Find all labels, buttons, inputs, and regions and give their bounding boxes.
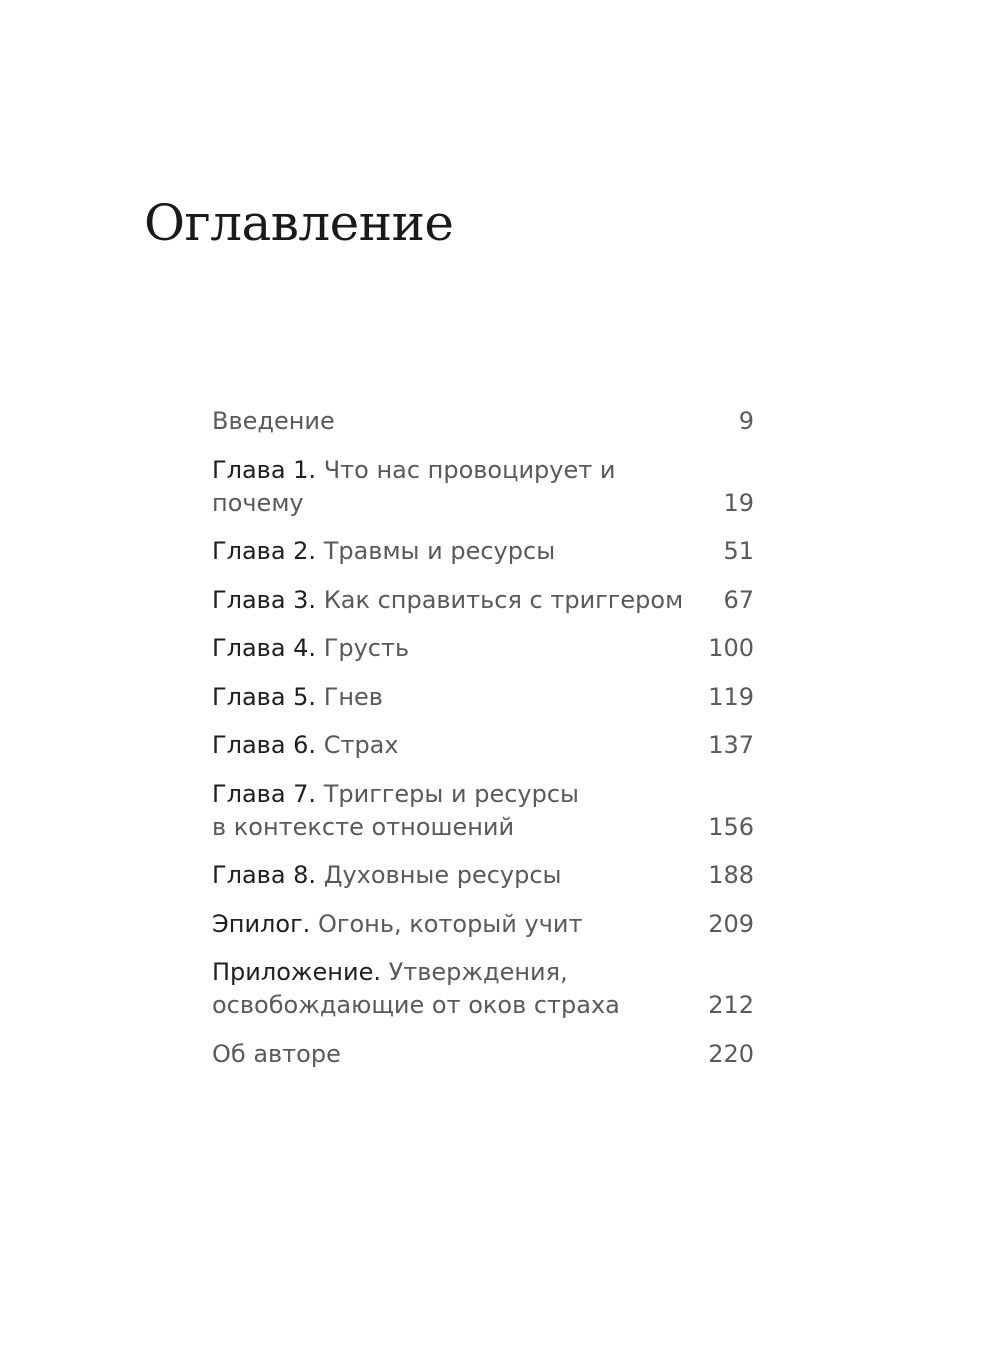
toc-page-number: 9	[738, 407, 754, 435]
toc-entry-text	[212, 405, 739, 438]
toc-entry-title: Страх	[323, 731, 399, 759]
toc-entry-prefix: Глава 1.	[212, 455, 317, 484]
toc-entry-text	[212, 908, 708, 941]
toc-entry-prefix: Глава 8.	[212, 861, 317, 889]
toc-entry-line	[212, 778, 688, 811]
toc-entry	[212, 454, 754, 520]
toc-entry	[212, 584, 754, 617]
toc-entry-text	[212, 584, 723, 617]
toc-entry-prefix: Глава 4.	[212, 634, 317, 662]
toc-entry-line	[212, 584, 703, 617]
toc-entry-text	[212, 1038, 708, 1071]
toc-entry	[212, 681, 754, 714]
toc-page-number: 19	[723, 488, 754, 517]
toc-entry-prefix: Глава 2.	[212, 537, 317, 565]
toc-page-number: 156	[708, 812, 754, 841]
toc-entry-title: в контексте отношений	[212, 812, 515, 841]
toc-entry-prefix: Глава 5.	[212, 682, 317, 711]
toc-entry	[212, 908, 754, 941]
toc-page-number: 119	[708, 682, 754, 711]
toc-page-number: 100	[708, 634, 754, 662]
toc-entry-title: Что нас провоцирует и почему	[212, 455, 616, 517]
toc-entry-line	[212, 632, 688, 665]
toc-entry	[212, 632, 754, 665]
toc-entry-line	[212, 1038, 688, 1071]
toc-entry	[212, 405, 754, 438]
toc-entry-text	[212, 729, 708, 762]
toc-page-number: 209	[708, 909, 754, 938]
toc-entry-prefix: Глава 3.	[212, 585, 317, 614]
toc-page-number: 212	[708, 991, 754, 1019]
toc-entry-line	[212, 405, 719, 438]
toc-entry-line	[212, 956, 688, 989]
toc-entry	[212, 859, 754, 892]
toc-entry-text	[212, 535, 723, 568]
toc-entry	[212, 535, 754, 568]
toc-entry-line	[212, 535, 703, 568]
toc-page-number: 51	[723, 537, 754, 565]
toc-entry-line	[212, 989, 688, 1022]
toc-entry-title: Как справиться с триггером	[323, 585, 684, 614]
toc-entry-title: Введение	[212, 407, 335, 435]
table-of-contents	[212, 405, 754, 1086]
toc-entry-title: Утверждения,	[388, 958, 568, 986]
toc-entry-line	[212, 811, 688, 844]
toc-entry-title: Триггеры и ресурсы	[323, 779, 579, 808]
toc-page-number: 137	[708, 731, 754, 759]
toc-entry-text	[212, 956, 708, 1022]
toc-entry-title: Духовные ресурсы	[323, 861, 562, 889]
toc-entry-line	[212, 729, 688, 762]
toc-entry	[212, 956, 754, 1022]
toc-entry-text	[212, 778, 708, 844]
toc-entry-line	[212, 908, 688, 941]
toc-entry-text	[212, 681, 708, 714]
toc-entry	[212, 778, 754, 844]
toc-entry-prefix: Эпилог.	[212, 909, 311, 938]
toc-entry-line	[212, 681, 688, 714]
toc-entry-title: Огонь, который учит	[317, 909, 583, 938]
toc-entry-prefix: Приложение.	[212, 958, 381, 986]
toc-entry-title: Гнев	[323, 682, 383, 711]
toc-page-number: 220	[708, 1039, 754, 1068]
page-title: Оглавление	[144, 194, 454, 252]
toc-entry-title: освобождающие от оков страха	[212, 991, 620, 1019]
toc-entry-title: Грусть	[323, 634, 410, 662]
toc-page-number: 67	[723, 585, 754, 614]
toc-entry	[212, 1038, 754, 1071]
toc-entry-line	[212, 454, 703, 520]
toc-entry-text	[212, 632, 708, 665]
toc-entry-title: Об авторе	[212, 1039, 341, 1068]
toc-entry-text	[212, 859, 708, 892]
toc-entry-text	[212, 454, 723, 520]
toc-page-number: 188	[708, 861, 754, 889]
toc-entry-line	[212, 859, 688, 892]
toc-entry-title: Травмы и ресурсы	[323, 537, 556, 565]
toc-entry-prefix: Глава 7.	[212, 779, 317, 808]
toc-entry-prefix: Глава 6.	[212, 731, 317, 759]
toc-entry	[212, 729, 754, 762]
